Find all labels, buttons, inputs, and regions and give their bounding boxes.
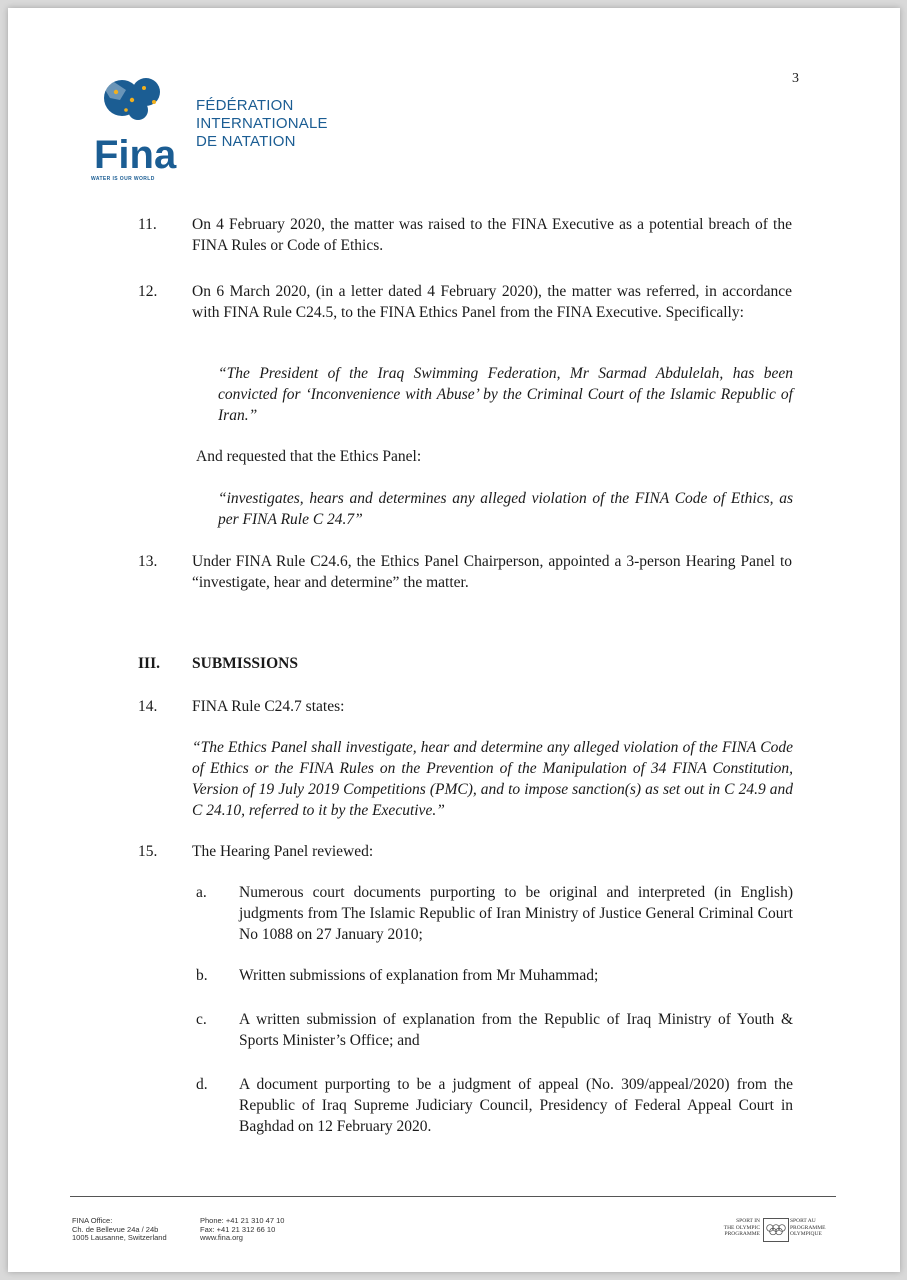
footer-address-line: Ch. de Bellevue 24a / 24b — [72, 1224, 159, 1234]
page-number: 3 — [792, 71, 799, 86]
federation-line: FÉDÉRATION — [196, 97, 294, 114]
paragraph-number: 11. — [138, 216, 157, 233]
olympic-label-line: OLYMPIQUE — [790, 1231, 822, 1237]
footer-office-label: FINA Office: — [72, 1216, 113, 1225]
list-item: Numerous court documents purporting to be original and interpreted (in English) judgments from The Islamic Republic of Iran Ministry of Justice General Criminal Court No 1088 on 27 January 2010; — [239, 884, 793, 943]
footer-address — [72, 1217, 167, 1243]
paragraph-number: 15. — [138, 843, 158, 860]
logo-tagline: WATER IS OUR WORLD — [91, 176, 155, 182]
paragraph-number: 13. — [138, 553, 158, 570]
olympic-label-line: PROGRAMME — [724, 1231, 760, 1237]
section-number: III. — [138, 655, 160, 672]
list-item-letter: a. — [196, 884, 207, 901]
paragraph-11: On 4 February 2020, the matter was raised to the FINA Executive as a potential breach of the FINA Rules or Code of Ethics. — [192, 216, 792, 254]
paragraph-14: FINA Rule C24.7 states: — [192, 698, 345, 715]
federation-name — [196, 97, 328, 151]
footer-contact — [200, 1217, 284, 1243]
quote-request: “investigates, hears and determines any alleged violation of the FINA Code of Ethics, as per FINA Rule C 24.7” — [218, 490, 793, 528]
list-item-letter: b. — [196, 967, 208, 984]
olympic-label-line: SPORT AU — [790, 1218, 816, 1224]
footer-fax: Fax: +41 21 312 66 10 — [200, 1224, 276, 1234]
paragraph-12-request: And requested that the Ethics Panel: — [196, 448, 422, 465]
list-item: A document purporting to be a judgment of appeal (No. 309/appeal/2020) from the Republic of Iraq Supreme Judiciary Council, Presidency of Federal Appeal Court in Baghdad on 12 February 2020. — [239, 1076, 793, 1135]
paragraph-13: Under FINA Rule C24.6, the Ethics Panel Chairperson, appointed a 3-person Hearing Panel to “investigate, hear and determine” the matter. — [192, 553, 792, 591]
list-item: A written submission of explanation from the Republic of Iraq Ministry of Youth & Sports Minister’s Office; and — [239, 1011, 793, 1049]
list-item: Written submissions of explanation from Mr Muhammad; — [239, 967, 599, 984]
olympic-label-en — [708, 1218, 760, 1238]
footer-website: www.fina.org — [200, 1233, 243, 1242]
olympic-label-line: SPORT IN — [736, 1218, 760, 1224]
olympic-programme-badge — [708, 1218, 838, 1244]
olympic-label-fr — [790, 1218, 838, 1238]
quote-referral: “The President of the Iraq Swimming Federation, Mr Sarmad Abdulelah, has been convicted for ‘Inconvenience with Abuse’ by the Criminal Court of the Islamic Republic of Iran.” — [218, 365, 793, 424]
footer-address-line: 1005 Lausanne, Switzerland — [72, 1233, 167, 1242]
olympic-rings-icon — [763, 1218, 789, 1242]
fina-logo — [84, 70, 184, 190]
list-item-letter: d. — [196, 1076, 208, 1093]
paragraph-12: On 6 March 2020, (in a letter dated 4 February 2020), the matter was referred, in accordance with FINA Rule C24.5, to the FINA Ethics Panel from the FINA Executive. Specifically: — [192, 283, 792, 321]
section-title: SUBMISSIONS — [192, 655, 298, 672]
footer-divider — [70, 1196, 836, 1197]
document-page — [8, 8, 900, 1272]
federation-line: INTERNATIONALE — [196, 115, 328, 132]
federation-line: DE NATATION — [196, 133, 296, 150]
paragraph-number: 12. — [138, 283, 158, 300]
footer-phone: Phone: +41 21 310 47 10 — [200, 1216, 285, 1225]
paragraph-number: 14. — [138, 698, 158, 715]
olympic-label-line: THE OLYMPIC — [723, 1224, 760, 1231]
quote-rule-c24-7: “The Ethics Panel shall investigate, hear and determine any alleged violation of the FINA Code of Ethics or the FINA Rules on the Prevention of the Manipulation of 34 FINA Constitution, Version of 19 July 2019 Competitions (PMC), and to impose sanction(s) as set out in C 24.9 and C 24.10, referred to it by the Executive.” — [192, 739, 793, 819]
logo-wordmark: Fina — [94, 133, 177, 177]
list-item-letter: c. — [196, 1011, 207, 1028]
paragraph-15: The Hearing Panel reviewed: — [192, 843, 374, 860]
olympic-label-line: PROGRAMME — [790, 1224, 826, 1231]
